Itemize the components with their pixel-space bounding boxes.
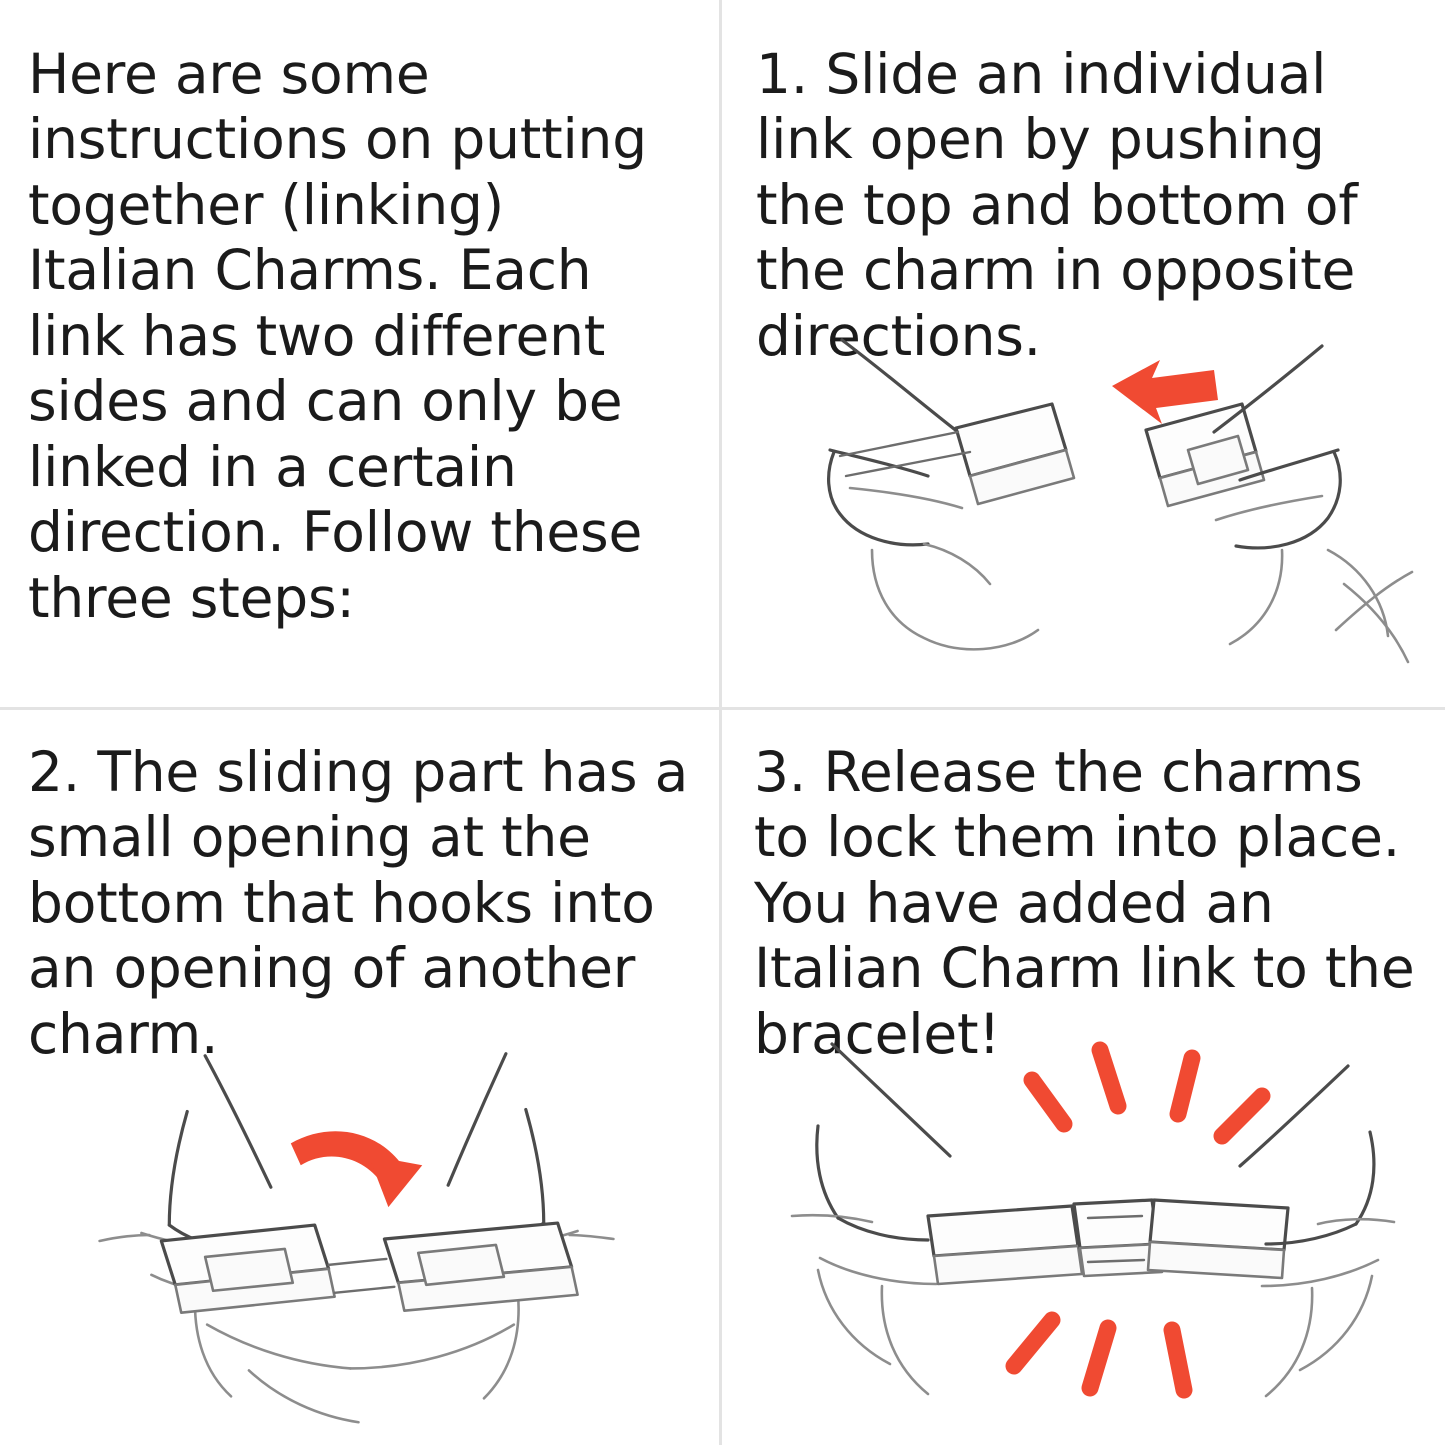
panel-intro bbox=[0, 0, 722, 710]
step-2-figure bbox=[0, 1025, 719, 1445]
red-arrow-icon bbox=[291, 1131, 422, 1207]
fingers-releasing-locked-charms-illustration bbox=[722, 1010, 1445, 1445]
step-3-figure bbox=[722, 1010, 1445, 1445]
step-1-text: 1. Slide an individual link open by pushing the top and bottom of the charm in opposite directions. bbox=[756, 42, 1358, 368]
panel-step-1 bbox=[722, 0, 1445, 710]
step-3-text: 3. Release the charms to lock them into place. You have added an Italian Charm link to the bracelet! bbox=[754, 740, 1415, 1066]
step-2-text: 2. The sliding part has a small opening at the bottom that hooks into an opening of another charm. bbox=[28, 740, 689, 1066]
intro-text: Here are some instructions on putting together (linking) Italian Charms. Each link has two different sides and can only be linked in a certain direction. Follow these three steps: bbox=[28, 42, 647, 630]
fingers-sliding-charm-open-illustration bbox=[722, 300, 1445, 700]
panel-step-2 bbox=[0, 710, 722, 1445]
fingers-hooking-charm-illustration bbox=[0, 1025, 719, 1445]
step-1-figure bbox=[722, 300, 1445, 700]
panel-step-3 bbox=[722, 710, 1445, 1445]
